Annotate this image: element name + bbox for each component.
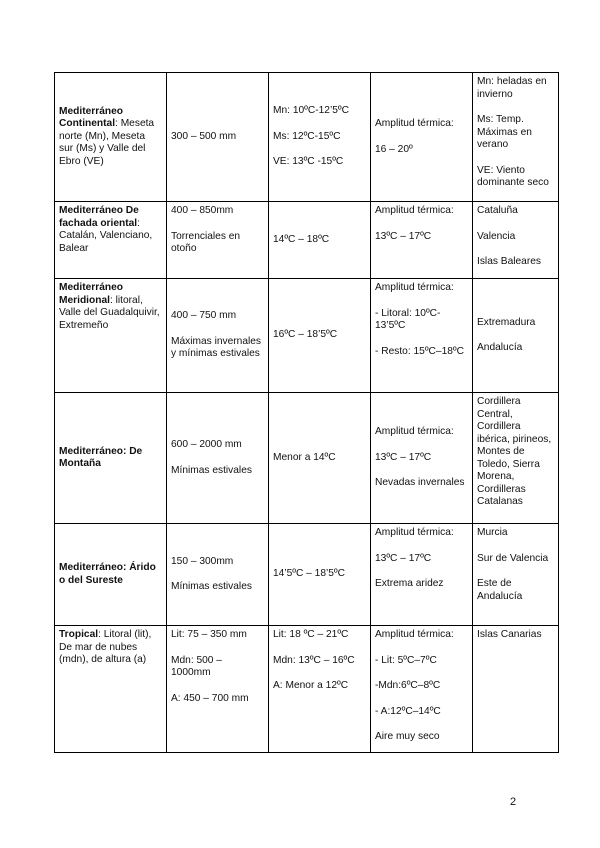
- rainfall-cell: [167, 393, 269, 524]
- climate-name: Mediterráneo De fachada oriental: [59, 205, 139, 229]
- cell-text: VE: Viento dominante seco: [477, 164, 549, 188]
- climate-name: Tropical: [59, 629, 99, 640]
- zones-cell: [473, 393, 559, 524]
- cell-text: Cordillera Central, Cordillera ibérica, pirineos, Montes de Toledo, Sierra Morena, Cordilleras Catalanas: [477, 396, 552, 507]
- cell-text: - Litoral: 10ºC-13’5ºC: [375, 307, 441, 331]
- cell-text: Amplitud térmica:: [375, 629, 454, 640]
- table-row: [55, 73, 559, 202]
- cell-text: Extrema aridez: [375, 578, 444, 589]
- cell-text: - Lit: 5ºC–7ºC: [375, 654, 437, 666]
- amplitude-cell: [371, 626, 473, 753]
- cell-text: A: 450 – 700 mm: [171, 692, 249, 704]
- cell-text: 14ºC – 18ºC: [273, 233, 330, 245]
- rainfall-cell: [167, 524, 269, 626]
- climate-name-cell: [55, 524, 167, 626]
- cell-text: -Mdn:6ºC–8ºC: [375, 680, 441, 691]
- cell-text: Islas Baleares: [477, 256, 541, 267]
- cell-text: 13ºC – 17ºC: [375, 230, 432, 242]
- cell-text: Mn: heladas en invierno: [477, 76, 547, 100]
- cell-text: Lit: 18 ºC – 21ºC: [273, 629, 349, 640]
- cell-text: Este de Andalucía: [477, 578, 523, 602]
- cell-text: 13ºC – 17ºC: [375, 552, 432, 564]
- cell-text: - A:12ºC–14ºC: [375, 705, 441, 717]
- temperature-cell: [269, 393, 371, 524]
- temperature-cell: [269, 73, 371, 202]
- table-row: [55, 279, 559, 393]
- rainfall-cell: [167, 626, 269, 753]
- cell-text: Cataluña: [477, 205, 518, 216]
- cell-text: Ms: Temp. Máximas en verano: [477, 114, 532, 150]
- amplitude-cell: [371, 202, 473, 279]
- climate-name: Mediterráneo: Árido o del Sureste: [59, 562, 156, 586]
- climate-table: [54, 72, 559, 753]
- table-row: [55, 626, 559, 753]
- cell-text: Amplitud térmica:: [375, 426, 454, 438]
- cell-text: Mínimas estivales: [171, 464, 252, 476]
- table-row: [55, 524, 559, 626]
- cell-text: Amplitud térmica:: [375, 118, 454, 129]
- cell-text: Aire muy seco: [375, 731, 440, 742]
- climate-name: Mediterráneo: De Montaña: [59, 445, 143, 469]
- cell-text: 16 – 20º: [375, 143, 413, 155]
- temperature-cell: [269, 202, 371, 279]
- climate-regions: : Litoral (lit), De mar de nubes (mdn), de altura (a): [59, 629, 152, 665]
- cell-text: Mdn: 500 – 1000mm: [171, 654, 222, 678]
- cell-text: Mínimas estivales: [171, 581, 252, 592]
- rainfall-cell: [167, 279, 269, 393]
- climate-name: Mediterráneo Meridional: [59, 282, 123, 306]
- cell-text: Valencia: [477, 230, 516, 242]
- cell-text: Islas Canarias: [477, 629, 542, 640]
- cell-text: Andalucía: [477, 342, 523, 353]
- amplitude-cell: [371, 393, 473, 524]
- table-row: [55, 393, 559, 524]
- cell-text: Ms: 12ºC-15ºC: [273, 130, 341, 142]
- cell-text: 400 – 750 mm: [171, 310, 237, 322]
- cell-text: Murcia: [477, 527, 508, 538]
- cell-text: 300 – 500 mm: [171, 130, 237, 142]
- cell-text: Nevadas invernales: [375, 477, 465, 489]
- climate-table-body: [55, 73, 559, 753]
- cell-text: 13ºC – 17ºC: [375, 451, 432, 463]
- cell-text: Lit: 75 – 350 mm: [171, 629, 247, 640]
- amplitude-cell: [371, 524, 473, 626]
- cell-text: 16ºC – 18’5ºC: [273, 329, 338, 341]
- cell-text: Extremadura: [477, 316, 536, 328]
- temperature-cell: [269, 626, 371, 753]
- cell-text: 600 – 2000 mm: [171, 439, 242, 450]
- cell-text: A: Menor a 12ºC: [273, 680, 349, 691]
- cell-text: Torrenciales en otoño: [171, 230, 241, 254]
- climate-name-cell: [55, 279, 167, 393]
- cell-text: Máximas invernales y mínimas estivales: [171, 335, 262, 360]
- climate-regions: : litoral, Valle del Guadalquivir, Extremeño: [59, 294, 160, 331]
- table-row: [55, 202, 559, 279]
- zones-cell: [473, 524, 559, 626]
- cell-text: Amplitud térmica:: [375, 205, 454, 216]
- zones-cell: [473, 202, 559, 279]
- amplitude-cell: [371, 279, 473, 393]
- cell-text: 14’5ºC – 18’5ºC: [273, 568, 346, 580]
- cell-text: Menor a 14ºC: [273, 451, 336, 463]
- climate-name-cell: [55, 393, 167, 524]
- rainfall-cell: [167, 202, 269, 279]
- amplitude-cell: [371, 73, 473, 202]
- cell-text: 150 – 300mm: [171, 555, 234, 567]
- rainfall-cell: [167, 73, 269, 202]
- climate-name: Mediterráneo Continental: [59, 105, 123, 130]
- cell-text: Amplitud térmica:: [375, 282, 454, 293]
- cell-text: Mdn: 13ºC – 16ºC: [273, 654, 355, 666]
- climate-name-cell: [55, 626, 167, 753]
- cell-text: VE: 13ºC -15ºC: [273, 156, 344, 168]
- zones-cell: [473, 279, 559, 393]
- climate-name-cell: [55, 202, 167, 279]
- zones-cell: [473, 73, 559, 202]
- cell-text: - Resto: 15ºC–18ºC: [375, 345, 464, 357]
- cell-text: Mn: 10ºC-12’5ºC: [273, 105, 349, 117]
- climate-regions: : Meseta norte (Mn), Meseta sur (Ms) y Valle del Ebro (VE): [59, 118, 155, 167]
- temperature-cell: [269, 524, 371, 626]
- temperature-cell: [269, 279, 371, 393]
- page-number: 2: [510, 796, 517, 808]
- cell-text: 400 – 850mm: [171, 205, 234, 216]
- climate-regions: : Catalán, Valenciano, Balear: [59, 217, 153, 254]
- cell-text: Amplitud térmica:: [375, 527, 454, 538]
- cell-text: Sur de Valencia: [477, 552, 549, 564]
- climate-name-cell: [55, 73, 167, 202]
- zones-cell: [473, 626, 559, 753]
